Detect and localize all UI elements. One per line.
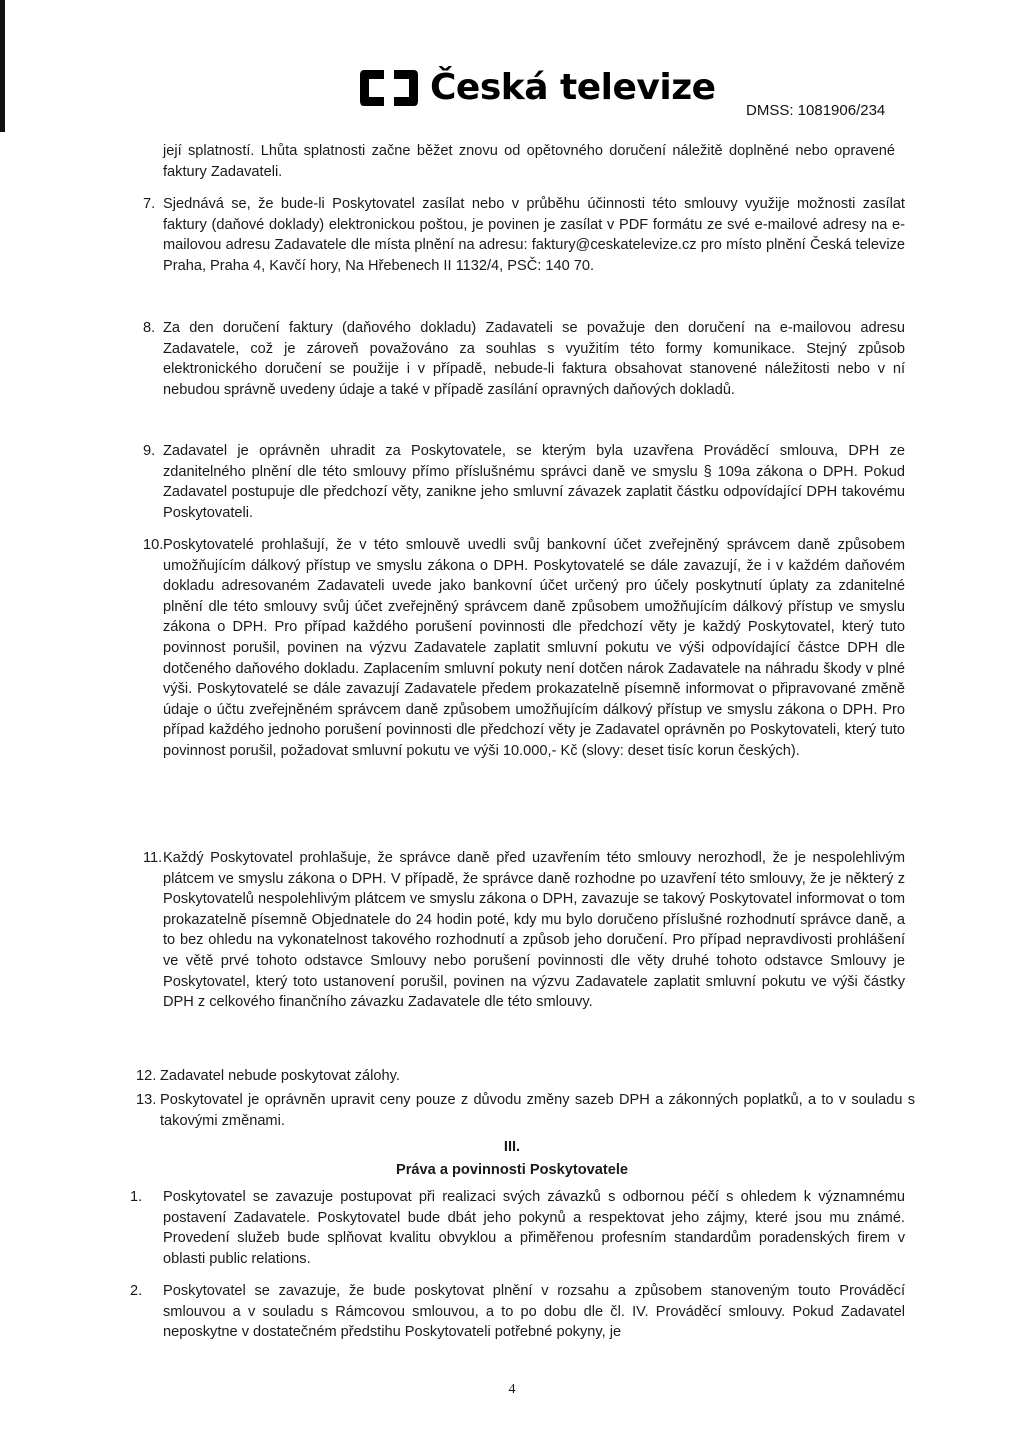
section-numeral: III. bbox=[503, 1139, 521, 1155]
clause-text: Poskytovatel je oprávněn upravit ceny pouze z důvodu změny sazeb DPH a zákonných poplatků, a to v souladu s takovými změnami. bbox=[160, 1092, 915, 1129]
clause-number: 1. bbox=[130, 1189, 143, 1205]
clause-text: Poskytovatelé prohlašují, že v této smlouvě uvedli svůj bankovní účet zveřejněný správcem daně způsobem umožňujícím dálkový přístup ve smyslu zákona o DPH. Poskytovatelé se dále zavazují, že i v každém daňovém dokladu adresovaném Zadavateli uvede jako bankovní účet určený pro účely poskytnutí úplaty za zdanitelné plnění dle této smlouvy svůj účet zveřejněný správcem daně způsobem umožňujícím dálkový přístup ve smyslu zákona o DPH. Pro případ každého porušení povinnosti dle předchozí věty je každý Poskytovatel, který tuto povinnost porušil, povinen na výzvu Zadavatele zaplatit smluvní pokutu ve výši odpovídající částce DPH dle dotčeného daňového dokladu. Zaplacením smluvní pokuty není dotčen nárok Zadavatele na náhradu škody v plné výši. Poskytovatelé se dále zavazují Zadavatele předem prokazatelně písemně informovat o připravované změně údaje o účtu zveřejněném správcem daně způsobem umožňujícím dálkový přístup ve smyslu zákona o DPH. Pro případ každého jednoho porušení povinnosti dle předchozí věty je Zadavatel oprávněn po Poskytovateli, který tuto povinnost porušil, požadovat smluvní pokutu ve výši 10.000,- Kč (slovy: deset tisíc korun českých). bbox=[163, 537, 905, 759]
clause-number: 12. bbox=[136, 1068, 157, 1084]
continuation-paragraph: její splatností. Lhůta splatnosti začne běžet znovu od opětovného doručení náležitě doplněné nebo opravené faktury Zadavateli. bbox=[163, 143, 895, 180]
ceska-televize-logo bbox=[358, 66, 716, 110]
document-id: DMSS: 1081906/234 bbox=[746, 102, 886, 119]
clause-text: Zadavatel je oprávněn uhradit za Poskytovatele, se kterým byla uzavřena Prováděcí smlouva, DPH ze zdanitelného plnění dle této smlouvy přímo příslušnému správci daně ve smyslu § 109a zákona o DPH. Pokud Zadavatel postupuje dle předchozí věty, zanikne jeho smluvní závazek zaplatit částku odpovídající DPH takovému Poskytovateli. bbox=[163, 443, 905, 521]
clause-number: 11. bbox=[143, 850, 163, 866]
clause-number: 9. bbox=[143, 443, 156, 459]
clause-text: Každý Poskytovatel prohlašuje, že správce daně před uzavřením této smlouvy nerozhodl, že je nespolehlivým plátcem ve smyslu zákona o DPH. V případě, že správce daně rozhodne po uzavření této smlouvy, že je některý z Poskytovatelů nespolehlivým plátcem ve smyslu zákona o DPH, zavazuje se takový Poskytovatel informovat o tom prokazatelně písemně Objednatele do 24 hodin poté, kdy mu bylo doručeno příslušné rozhodnutí správce daně, a to bez ohledu na vykonatelnost takového rozhodnutí a způsob jeho doručení. Pro případ nepravdivosti prohlášení ve větě prvé tohoto odstavce Smlouvy nebo porušení povinnosti dle věty druhé tohoto odstavce Smlouvy je Poskytovatel, který toto ustanovení porušil, povinen na výzvu Zadavatele zaplatit smluvní pokutu ve výši částky DPH z celkového finančního závazku Zadavatele dle této smlouvy. bbox=[163, 850, 905, 1011]
clause-number: 8. bbox=[143, 320, 156, 336]
clause-number: 10. bbox=[143, 537, 164, 553]
clause-number: 13. bbox=[136, 1092, 157, 1108]
clause-text: Sjednává se, že bude-li Poskytovatel zasílat nebo v průběhu účinnosti této smlouvy využije možnosti zasílat faktury (daňové doklady) elektronickou poštou, je povinen je zasílat v PDF formátu ze své e-mailové adresy na e-mailovou adresu Zadavatele dle místa plnění na adresu: faktury@ceskatelevize.cz pro místo plnění Česká televize Praha, Praha 4, Kavčí hory, Na Hřebenech II 1132/4, PSČ: 140 70. bbox=[163, 196, 905, 274]
page-number: 4 bbox=[508, 1382, 516, 1397]
clause-number: 7. bbox=[143, 196, 156, 212]
logo-wordmark: Česká televize bbox=[430, 67, 716, 108]
clause-text: Za den doručení faktury (daňového dokladu) Zadavateli se považuje den doručení na e-mailovou adresu Zadavatele, což je zároveň považováno za souhlas s využitím této formy komunikace. Stejný způsob elektronického doručení se použije i v případě, nebude-li faktura obsahovat stanovené náležitosti nebo v ní nebudou správně uvedeny údaje a také v případě zasílání opravných daňových dokladů. bbox=[163, 320, 905, 398]
clause-text: Zadavatel nebude poskytovat zálohy. bbox=[160, 1068, 400, 1084]
clause-text: Poskytovatel se zavazuje, že bude poskytovat plnění v rozsahu a způsobem stanoveným touto Prováděcí smlouvou a v souladu s Rámcovou smlouvou, a to po dobu dle čl. IV. Prováděcí smlouvy. Pokud Zadavatel neposkytne v dostatečném předstihu Poskytovateli potřebné pokyny, je bbox=[163, 1283, 905, 1341]
section-title: Práva a povinnosti Poskytovatele bbox=[396, 1162, 628, 1178]
ct-brackets-icon bbox=[358, 66, 420, 110]
clause-text: Poskytovatel se zavazuje postupovat při realizaci svých závazků s odbornou péčí s ohledem k významnému postavení Zadavatele. Poskytovatel bude dbát jeho pokynů a respektovat jeho zájmy, které jsou mu známé. Provedení služeb bude splňovat kvalitu obvyklou a přiměřenou profesním standardům poradenských firem v oblasti public relations. bbox=[163, 1189, 905, 1267]
scan-edge-line bbox=[0, 0, 5, 132]
clause-number: 2. bbox=[130, 1283, 143, 1299]
